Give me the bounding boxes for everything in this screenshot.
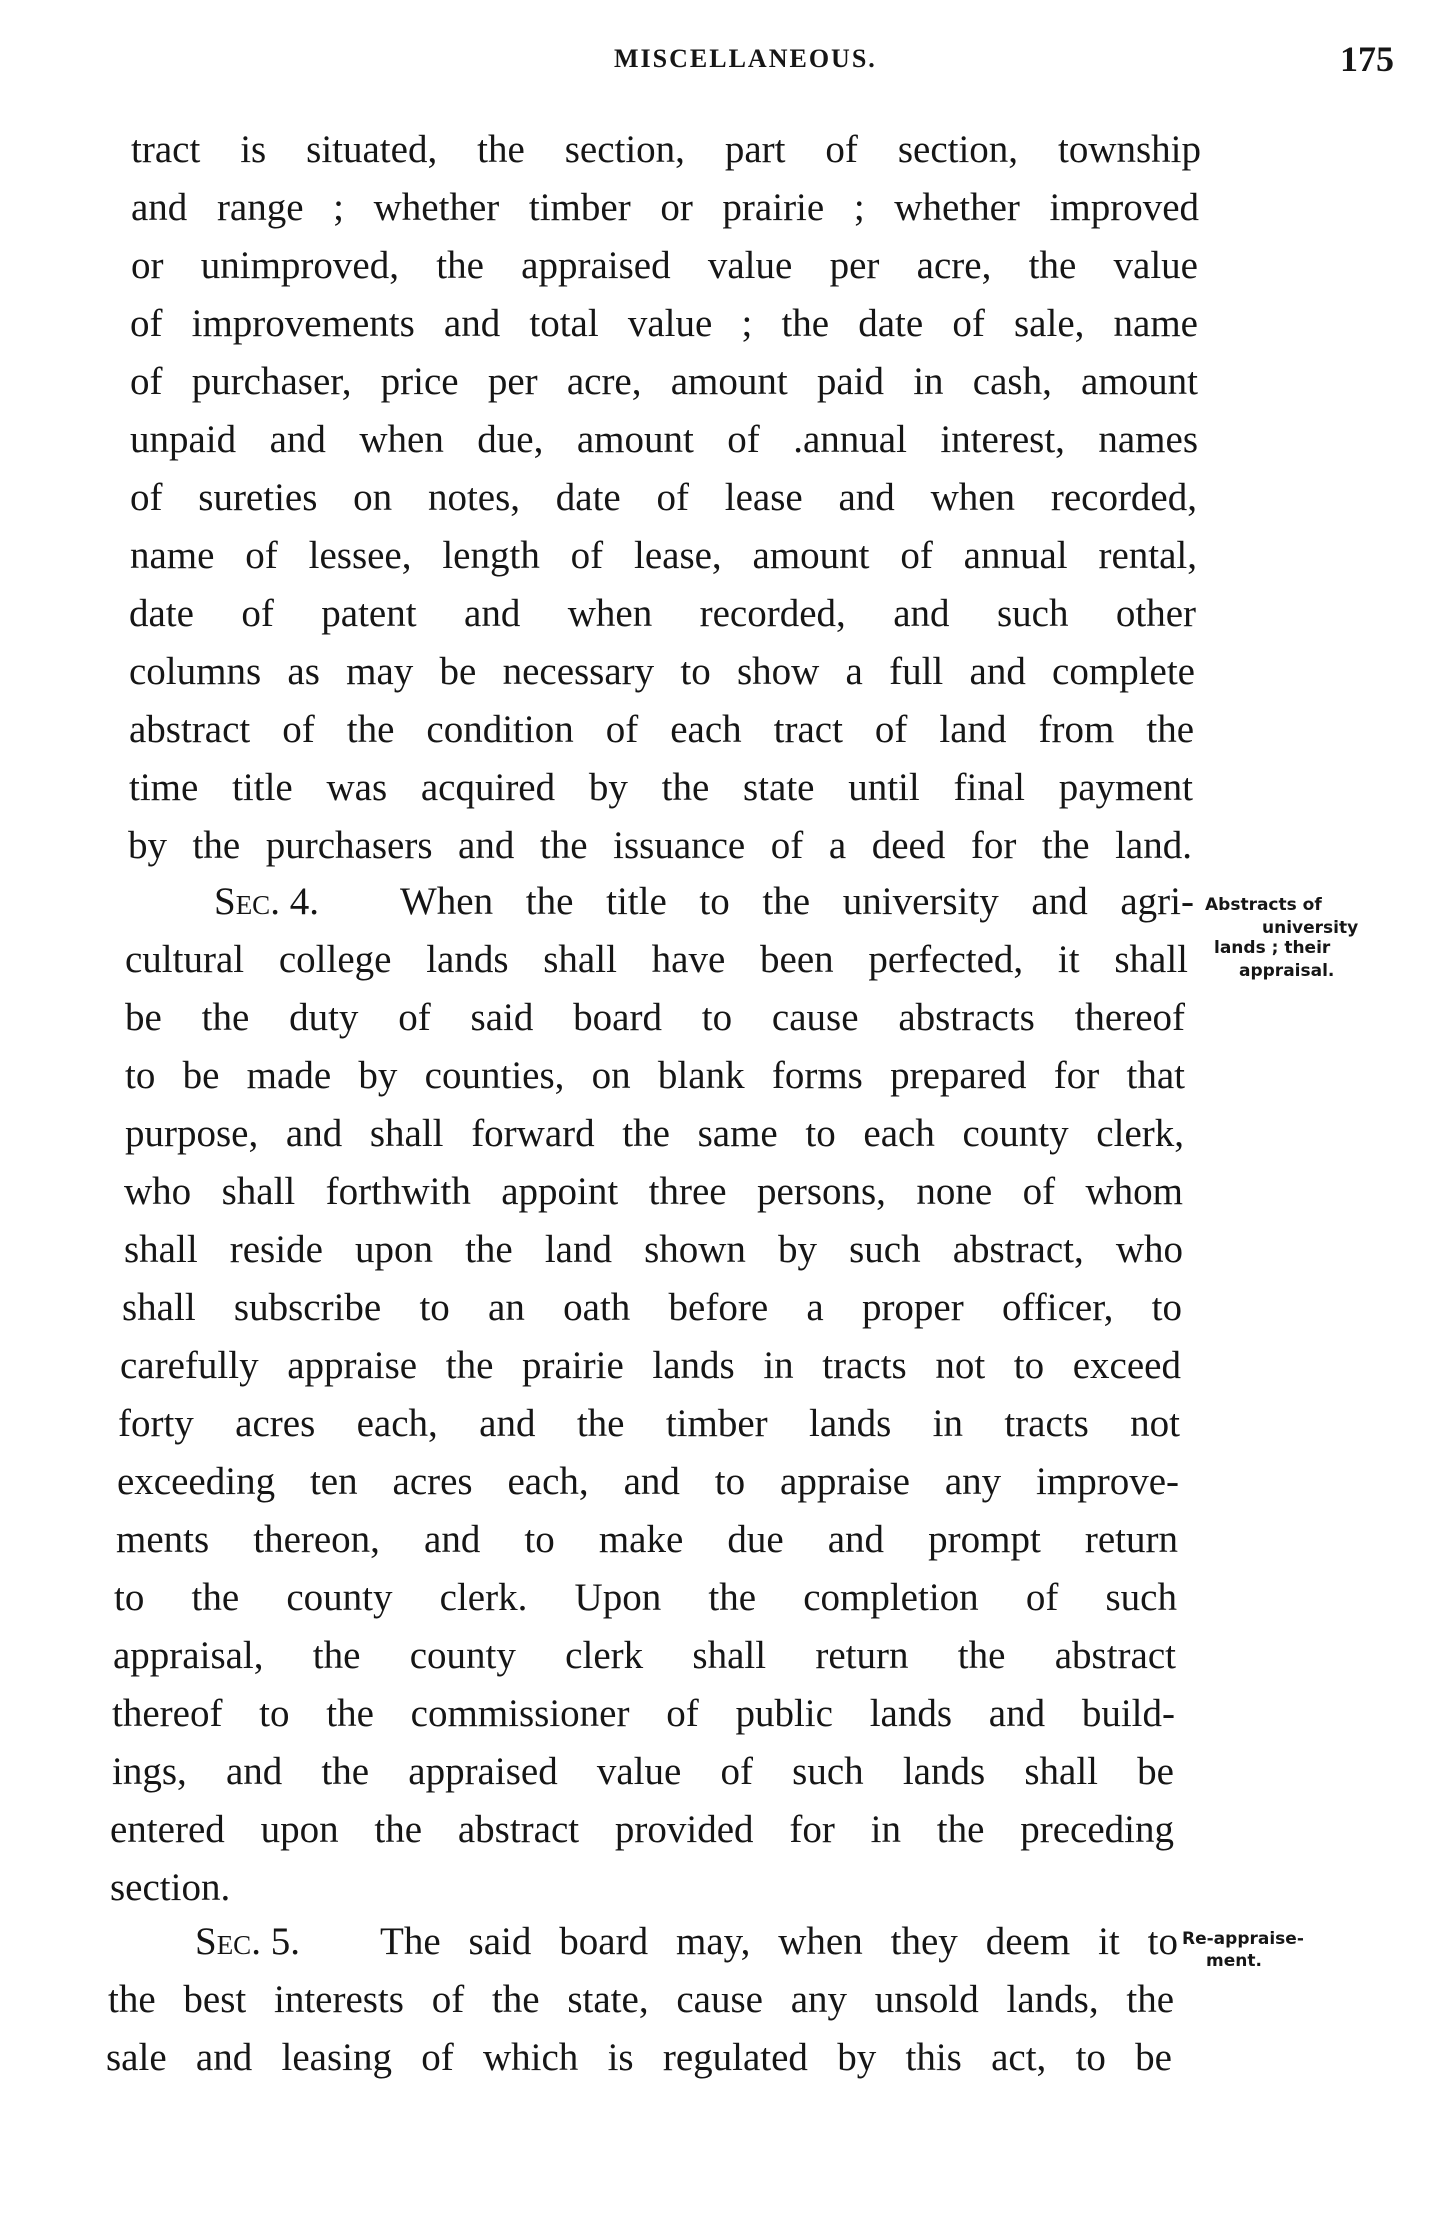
page-number: 175 — [1340, 39, 1394, 79]
text-line: and range ; whether timber or prairie ; whether improved — [131, 186, 1199, 229]
text-line: be the duty of said board to cause abstracts thereof — [125, 996, 1185, 1039]
text-line: purpose, and shall forward the same to each county clerk, — [125, 1112, 1184, 1155]
text-line: forty acres each, and the timber lands in tracts not — [118, 1402, 1180, 1445]
text-line: name of lessee, length of lease, amount of annual rental, — [130, 534, 1197, 577]
margin-note-line: university — [1262, 918, 1359, 938]
text-line: shall reside upon the land shown by such abstract, who — [124, 1228, 1183, 1271]
margin-note-line: Abstracts of — [1205, 895, 1322, 915]
text-line: entered upon the abstract provided for in the preceding — [110, 1808, 1174, 1851]
text-line: time title was acquired by the state until final payment — [129, 766, 1193, 809]
margin-note-abstracts — [1239, 962, 1334, 981]
text-line: ments thereon, and to make due and prompt return — [116, 1518, 1178, 1561]
running-title: MISCELLANEOUS. — [614, 44, 877, 73]
margin-note-line: ment. — [1206, 1951, 1262, 1971]
text-line: the best interests of the state, cause any unsold lands, the — [108, 1978, 1174, 2021]
text-line: abstract of the condition of each tract of land from the — [129, 708, 1194, 751]
margin-note-reappraisement — [1206, 1952, 1262, 1971]
text-line: tract is situated, the section, part of section, township — [131, 128, 1201, 171]
text-line: of sureties on notes, date of lease and when recorded, — [130, 476, 1197, 519]
margin-note-reappraisement — [1182, 1930, 1304, 1949]
text-line: exceeding ten acres each, and to appraise any improve- — [117, 1460, 1179, 1503]
text-line: thereof to the commissioner of public lands and build- — [112, 1692, 1175, 1735]
text-line: who shall forthwith appoint three persons, none of whom — [124, 1170, 1183, 1213]
margin-note-abstracts — [1205, 896, 1322, 915]
text-line: of purchaser, price per acre, amount paid in cash, amount — [130, 360, 1198, 403]
text-line: columns as may be necessary to show a full and complete — [129, 650, 1195, 693]
section-4-label: Sec. 4. — [214, 880, 319, 923]
section-5-label: Sec. 5. — [195, 1920, 300, 1963]
margin-note-line: Re-appraise- — [1182, 1929, 1304, 1949]
margin-note-line: appraisal. — [1239, 961, 1335, 981]
text-line: date of patent and when recorded, and such other — [129, 592, 1196, 635]
margin-note-line: lands ; their — [1214, 938, 1331, 958]
margin-note-abstracts — [1262, 919, 1358, 938]
text-line: or unimproved, the appraised value per acre, the value — [131, 244, 1198, 287]
text-line: by the purchasers and the issuance of a deed for the land. — [128, 824, 1192, 867]
text-line: When the title to the university and agri- — [400, 880, 1194, 923]
text-line: appraisal, the county clerk shall return the abstract — [113, 1634, 1176, 1677]
text-line: The said board may, when they deem it to — [380, 1920, 1178, 1963]
margin-note-abstracts — [1214, 939, 1330, 958]
text-line: unpaid and when due, amount of .annual interest, names — [130, 418, 1198, 461]
text-line: cultural college lands shall have been perfected, it shall — [125, 938, 1188, 981]
text-line: of improvements and total value ; the date of sale, name — [130, 302, 1198, 345]
text-line: ings, and the appraised value of such lands shall be — [112, 1750, 1174, 1793]
running-head — [0, 39, 1434, 84]
text-line: sale and leasing of which is regulated by this act, to be — [106, 2036, 1172, 2079]
text-line: to be made by counties, on blank forms prepared for that — [125, 1054, 1185, 1097]
text-line: shall subscribe to an oath before a proper officer, to — [122, 1286, 1182, 1329]
text-line: to the county clerk. Upon the completion of such — [114, 1576, 1177, 1619]
text-line: carefully appraise the prairie lands in tracts not to exceed — [120, 1344, 1181, 1387]
text-line: section. — [110, 1866, 231, 1909]
